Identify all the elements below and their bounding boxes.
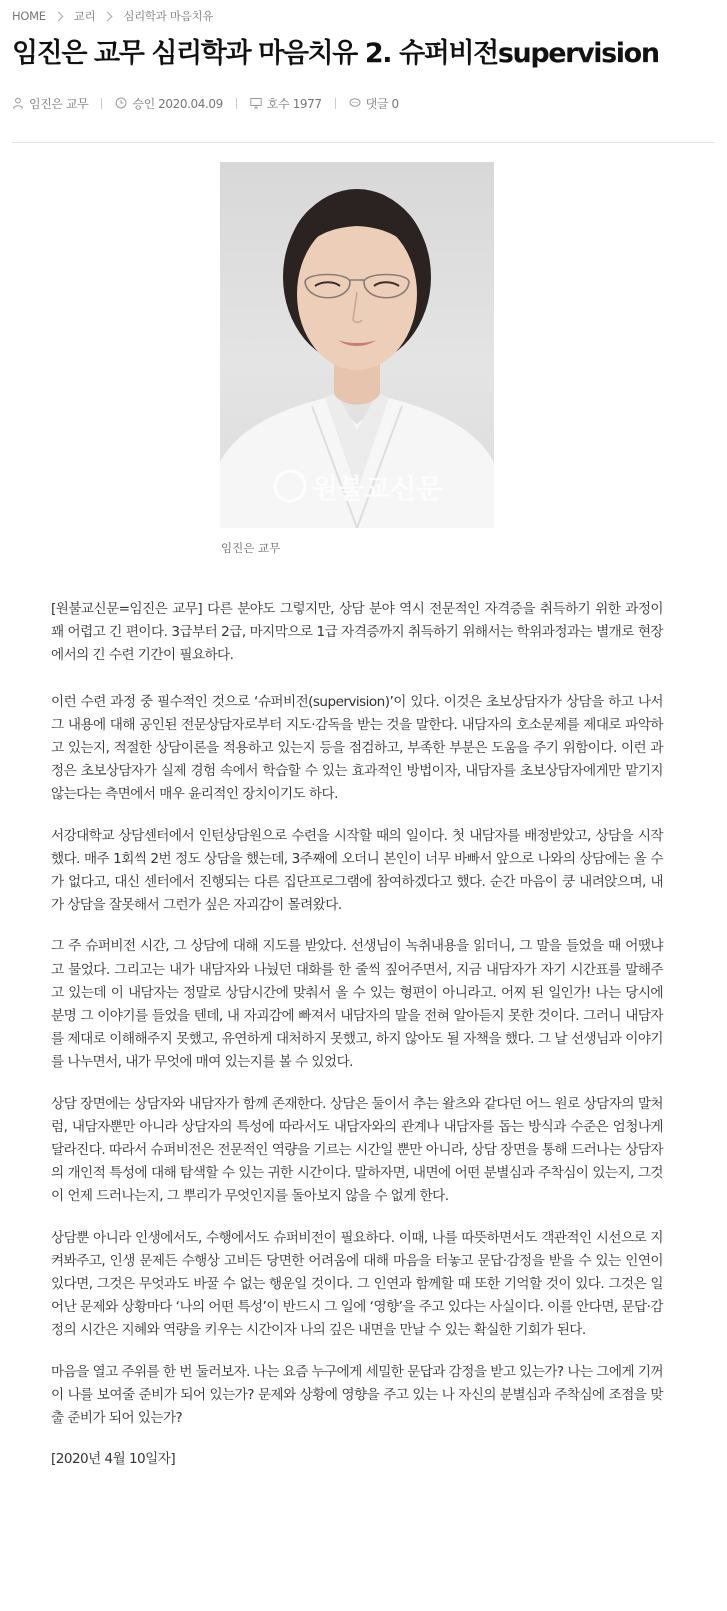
- breadcrumb-category[interactable]: 교리: [73, 9, 96, 23]
- meta-issue-text: 호수 1977: [266, 96, 322, 111]
- portrait-illustration: [220, 162, 494, 528]
- article-paragraph: 상담 장면에는 상담자와 내담자가 함께 존재한다. 상담은 둘이서 추는 왈츠와 같다던 어느 원로 상담자의 말처럼, 내담자뿐만 아니라 상담자의 특성에 따라서도 내담자와의 관계나 내담자를 돕는 방식과 수준은 엄청나게 달라진다. 따라서 슈퍼비전은 전문적인 역량을 기르는 시간일 뿐만 아니라, 상담 장면을 통해 드러나는 상담자의 개인적 특성에 대해 탐색할 수 있는 귀한 시간이다. 말하자면, 내면에 어떤 분별심과 주착심이 있는지, 그것이 언제 드러나는지, 그 뿌리가 무엇인지를 돌아보지 않을 수 없게 한다.: [51, 1095, 663, 1205]
- meta-approved: [115, 95, 223, 112]
- breadcrumb: [12, 7, 213, 25]
- header-divider: [12, 142, 715, 143]
- article-meta: [12, 94, 399, 112]
- monitor-icon: [250, 97, 262, 109]
- article-paragraph: 상담뿐 아니라 인생에서도, 수행에서도 슈퍼비전이 필요하다. 이때, 나를 따뜻하면서도 객관적인 시선으로 지켜봐주고, 인생 문제든 수행상 고비든 당면한 어려움에 대해 마음을 터놓고 문답·감정을 받을 수 있는 인연이 있다면, 그것은 무엇과도 바꿀 수 없는 행운일 것이다. 그 인연과 함께할 때 또한 기억할 것이 있다. 그것은 일어난 문제와 상황마다 ‘나의 어떤 특성’이 반드시 그 일에 ‘영향’을 주고 있다는 사실이다. 이를 안다면, 문답·감정의 시간은 지혜와 역량을 키우는 시간이자 나의 깊은 내면을 만날 수 있는 확실한 기회가 된다.: [51, 1229, 663, 1339]
- photo-caption: 임진은 교무: [221, 541, 281, 555]
- meta-approved-text: 승인 2020.04.09: [132, 96, 223, 111]
- photo-watermark: 원불교신문: [312, 474, 443, 505]
- publication-date: [2020년 4월 10일자]: [51, 1451, 176, 1468]
- article-body: [51, 598, 663, 1472]
- person-icon: [12, 97, 24, 109]
- meta-issue: [250, 95, 322, 112]
- meta-divider: [236, 98, 237, 109]
- chevron-right-icon: [103, 11, 113, 21]
- meta-author-text: 임진은 교무: [29, 96, 89, 111]
- author-photo: [220, 162, 494, 528]
- breadcrumb-section[interactable]: 심리학과 마음치유: [123, 9, 214, 23]
- meta-divider: [101, 98, 102, 109]
- breadcrumb-home[interactable]: HOME: [12, 9, 46, 23]
- clock-icon: [115, 97, 127, 109]
- meta-divider: [335, 98, 336, 109]
- article-paragraph: 이런 수련 과정 중 필수적인 것으로 ‘슈퍼비전(supervision)’이 있다. 이것은 초보상담자가 상담을 하고 나서 그 내용에 대해 공인된 전문상담자로부터 지도·감독을 받는 것을 말한다. 내담자의 호소문제를 제대로 파악하고 있는지, 적절한 상담이론을 적용하고 있는지 등을 점검하고, 부족한 부분은 도움을 주기 위함이다. 이런 과정은 초보상담자가 실제 경험 속에서 학습할 수 있는 효과적인 방법이자, 내담자를 초보상담자에게만 맡기지 않는다는 측면에서 매우 윤리적인 장치이기도 하다.: [51, 693, 663, 803]
- meta-comments[interactable]: [349, 95, 399, 112]
- chevron-right-icon: [53, 11, 63, 21]
- article-paragraph: 그 주 슈퍼비전 시간, 그 상담에 대해 지도를 받았다. 선생님이 녹취내용을 읽더니, 그 말을 들었을 때 어땠냐고 물었다. 그리고는 내가 내담자와 나눴던 대화를 한 줄씩 짚어주면서, 지금 내담자가 자기 시간표를 말해주고 있는데 이 내담자는 정말로 상담시간에 맞춰서 올 수 있는 형편이 아니라고. 어찌 된 일인가! 나는 당시에 분명 그 이야기를 들었을 텐데, 내 자괴감에 빠져서 내담자의 말을 전혀 알아듣지 못한 것이다. 그러니 내담자를 제대로 이해해주지 못했고, 유연하게 대처하지 못했고, 하지 않아도 될 자책을 했다. 그 날 선생님과 이야기를 나누면서, 내가 무엇에 매여 있는지를 볼 수 있었다.: [51, 938, 663, 1071]
- article-paragraph: [원불교신문=임진은 교무] 다른 분야도 그렇지만, 상담 분야 역시 전문적인 자격증을 취득하기 위한 과정이 꽤 어렵고 긴 편이다. 3급부터 2급, 마지막으로 1급 자격증까지 취득하기 위해서는 학위과정과는 별개로 현장에서의 긴 수련 기간이 필요하다.: [51, 601, 663, 664]
- article-paragraph: 마음을 열고 주위를 한 번 둘러보자. 나는 요즘 누구에게 세밀한 문답과 감정을 받고 있는가? 나는 그에게 기꺼이 나를 보여줄 준비가 되어 있는가? 문제와 상황에 영향을 주고 있는 나 자신의 분별심과 주착심에 조점을 맞출 준비가 되어 있는가?: [51, 1363, 663, 1427]
- meta-author: [12, 95, 88, 112]
- article-paragraph: 서강대학교 상담센터에서 인턴상담원으로 수련을 시작할 때의 일이다. 첫 내담자를 배정받았고, 상담을 시작했다. 매주 1회씩 2번 정도 상담을 했는데, 3주째에 오더니 본인이 너무 바빠서 앞으로 나와의 상담에는 올 수가 없다고, 대신 센터에서 진행되는 다른 집단프로그램에 참여하겠다고 했다. 순간 마음이 쿵 내려앉으며, 내가 상담을 잘못해서 그런가 싶은 자괴감이 몰려왔다.: [51, 827, 663, 914]
- meta-comments-text[interactable]: 댓글 0: [365, 96, 399, 111]
- article-title: 임진은 교무 심리학과 마음치유 2. 슈퍼비전supervision: [12, 38, 659, 69]
- comment-icon: [349, 97, 361, 109]
